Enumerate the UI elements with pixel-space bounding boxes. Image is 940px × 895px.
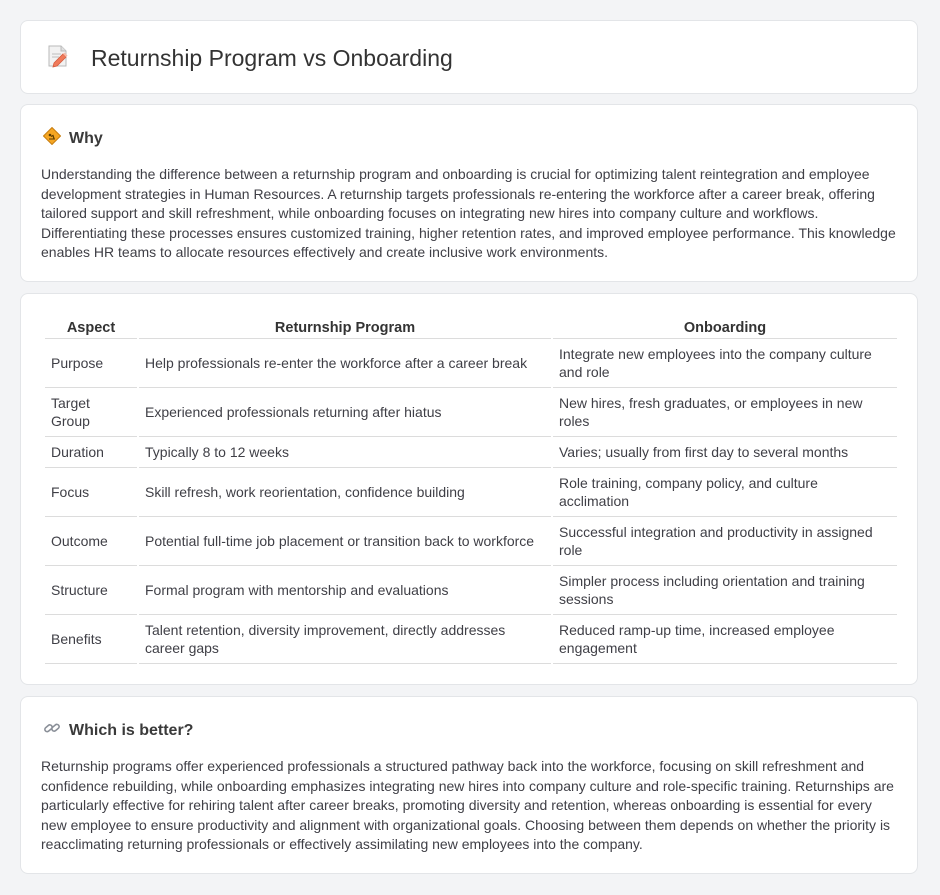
aspect-cell: Focus (45, 468, 137, 517)
link-icon (43, 719, 61, 742)
header-returnship: Returnship Program (139, 315, 551, 339)
returnship-cell: Formal program with mentorship and evaluations (139, 566, 551, 615)
why-section (20, 104, 918, 282)
returnship-cell: Typically 8 to 12 weeks (139, 437, 551, 468)
memo-pencil-icon (45, 43, 71, 74)
onboarding-cell: Simpler process including orientation and training sessions (553, 566, 897, 615)
table-row (45, 615, 897, 664)
table-row (45, 566, 897, 615)
returnship-cell: Potential full-time job placement or transition back to workforce (139, 517, 551, 566)
onboarding-cell: Integrate new employees into the company culture and role (553, 339, 897, 388)
returnship-cell: Skill refresh, work reorientation, confidence building (139, 468, 551, 517)
table-row (45, 437, 897, 468)
aspect-cell: Purpose (45, 339, 137, 388)
aspect-cell: Structure (45, 566, 137, 615)
returnship-cell: Experienced professionals returning after hiatus (139, 388, 551, 437)
returnship-cell: Talent retention, diversity improvement, directly addresses career gaps (139, 615, 551, 664)
onboarding-cell: New hires, fresh graduates, or employees in new roles (553, 388, 897, 437)
returnship-cell: Help professionals re-enter the workforce after a career break (139, 339, 551, 388)
onboarding-cell: Successful integration and productivity in assigned role (553, 517, 897, 566)
which-better-body: Returnship programs offer experienced professionals a structured pathway back into the workforce, focusing on skill refreshment and confidence rebuilding, while onboarding emphasizes integrating new hires into company culture and role-specific training. Returnships are particularly effective for rehiring talent after career breaks, promoting diversity and retention, whereas onboarding is essential for every new employee to ensure productivity and alignment with organizational goals. Choosing between them depends on whether the priority is reacclimating returning professionals or effectively assimilating new employees into the company. (41, 758, 894, 853)
table-row (45, 517, 897, 566)
header-aspect: Aspect (45, 315, 137, 339)
page-title: Returnship Program vs Onboarding (91, 45, 453, 71)
aspect-cell: Duration (45, 437, 137, 468)
why-body: Understanding the difference between a returnship program and onboarding is crucial for optimizing talent reintegration and employee development strategies in Human Resources. A returnship targets professionals re-entering the workforce after a career break, offering tailored support and skill refreshment, while onboarding focuses on integrating new hires into company culture and workflows. Differentiating these processes ensures customized training, higher retention rates, and improved employee performance. This knowledge enables HR teams to allocate resources effectively and create inclusive work environments. (41, 166, 896, 261)
which-better-title: Which is better? (69, 721, 194, 739)
table-row (45, 339, 897, 388)
construction-sign-icon (43, 127, 61, 150)
aspect-cell: Benefits (45, 615, 137, 664)
onboarding-cell: Varies; usually from first day to several months (553, 437, 897, 468)
aspect-cell: Target Group (45, 388, 137, 437)
comparison-table (43, 315, 899, 664)
onboarding-cell: Role training, company policy, and culture acclimation (553, 468, 897, 517)
table-row (45, 468, 897, 517)
table-row (45, 388, 897, 437)
comparison-card (20, 293, 918, 685)
header-card (20, 20, 918, 94)
onboarding-cell: Reduced ramp-up time, increased employee engagement (553, 615, 897, 664)
aspect-cell: Outcome (45, 517, 137, 566)
why-title: Why (69, 129, 103, 147)
which-better-section (20, 696, 918, 874)
header-onboarding: Onboarding (553, 315, 897, 339)
